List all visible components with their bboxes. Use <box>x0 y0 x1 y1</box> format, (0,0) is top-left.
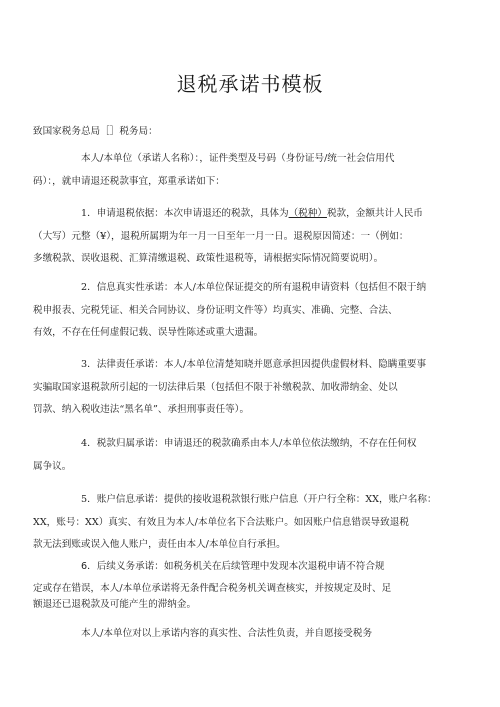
item-2-paragraph <box>33 277 469 345</box>
item-1-suffix: 税款，金额共计人民币 <box>326 208 423 219</box>
item-1-line-3: 多缴税款、误收退税、汇算清缴退税、政策性退税等，请根据实际情况简要说明）。 <box>33 253 384 264</box>
addressee-line <box>33 121 469 144</box>
item-5-line-3: 款无法到账或误入他人账户，责任由本人/本单位自行承担。 <box>33 539 286 550</box>
item-4-paragraph <box>33 433 469 478</box>
item-3-line-1: 3．法律责任承诺：本人/本单位清楚知晓并愿意承担因提供虚假材料、隐瞒重要事 <box>81 359 427 370</box>
item-4-line-1: 4．税款归属承诺：申请退还的税款确系由本人/本单位依法缴纳，不存在任何权 <box>81 438 417 449</box>
item-3-line-3: 罚款、纳入税收违法“黑名单”、承担刑事责任等）。 <box>33 404 250 415</box>
item-1-prefix: 1．申请退税依据：本次申请退还的税款，具体为 <box>81 208 289 219</box>
intro-line-2: 码）：，就申请退还税款事宜，郑重承诺如下： <box>33 175 225 187</box>
item-6-body <box>33 581 469 613</box>
addressee-text: 致国家税务总局［］税务局： <box>33 126 158 137</box>
item-1-tax-type-field: （税种） <box>288 208 327 219</box>
item-6-line-3: 额退还已退税款及可能产生的滞纳金。 <box>33 599 197 610</box>
item-1-line-2: （大写）元整（¥），退税所属期为年一月一日至年一月一日。退税原因简述：一（例如： <box>33 230 409 242</box>
intro-paragraph <box>33 148 469 193</box>
item-4-line-2: 属争议。 <box>33 460 72 472</box>
closing-line: 本人/本单位对以上承诺内容的真实性、合法性负责，并自愿接受税务 <box>81 628 373 639</box>
document-title: 退税承诺书模板 <box>176 72 324 96</box>
item-6-line-2: 定或存在错误，本人/本单位承诺将无条件配合税务机关调查核实，并按规定及时、足 <box>33 583 392 594</box>
item-3-line-2: 实骗取国家退税款所引起的一切法律后果（包括但不限于补缴税款、加收滞纳金、处以 <box>33 381 398 393</box>
item-2-line-2: 税申报表、完税凭证、相关合同协议、身份证明文件等）均真实、准确、完整、合法、 <box>33 304 398 316</box>
intro-line-1: 本人/本单位（承诺人名称）：，证件类型及号码（身份证号/统一社会信用代 <box>81 153 395 164</box>
item-2-line-1: 2．信息真实性承诺：本人/本单位保证提交的所有退税申请资料（包括但不限于纳 <box>81 282 427 293</box>
item-5-line-1: 5．账户信息承诺：提供的接收退税款银行账户信息（开户行全称：XX，账户名称： <box>81 494 437 505</box>
closing-paragraph <box>33 623 469 646</box>
item-2-line-3: 有效，不存在任何虚假记载、误导性陈述或重大遗漏。 <box>33 327 264 338</box>
item-6-line-1 <box>33 556 469 579</box>
item-3-paragraph <box>33 354 469 422</box>
item-6-heading <box>33 556 469 579</box>
item-5-paragraph <box>33 489 469 557</box>
item-5-line-2: XX，账号：XX）真实、有效且为本人/本单位名下合法账户。如因账户信息错误导致退税 <box>33 516 409 528</box>
item-1-line-1 <box>33 203 469 226</box>
item-6-text: ．后续义务承诺：如税务机关在后续管理中发现本次退税申请不符合规 <box>87 561 385 572</box>
item-6-number: 6 <box>81 561 88 572</box>
item-1-paragraph <box>33 203 469 271</box>
